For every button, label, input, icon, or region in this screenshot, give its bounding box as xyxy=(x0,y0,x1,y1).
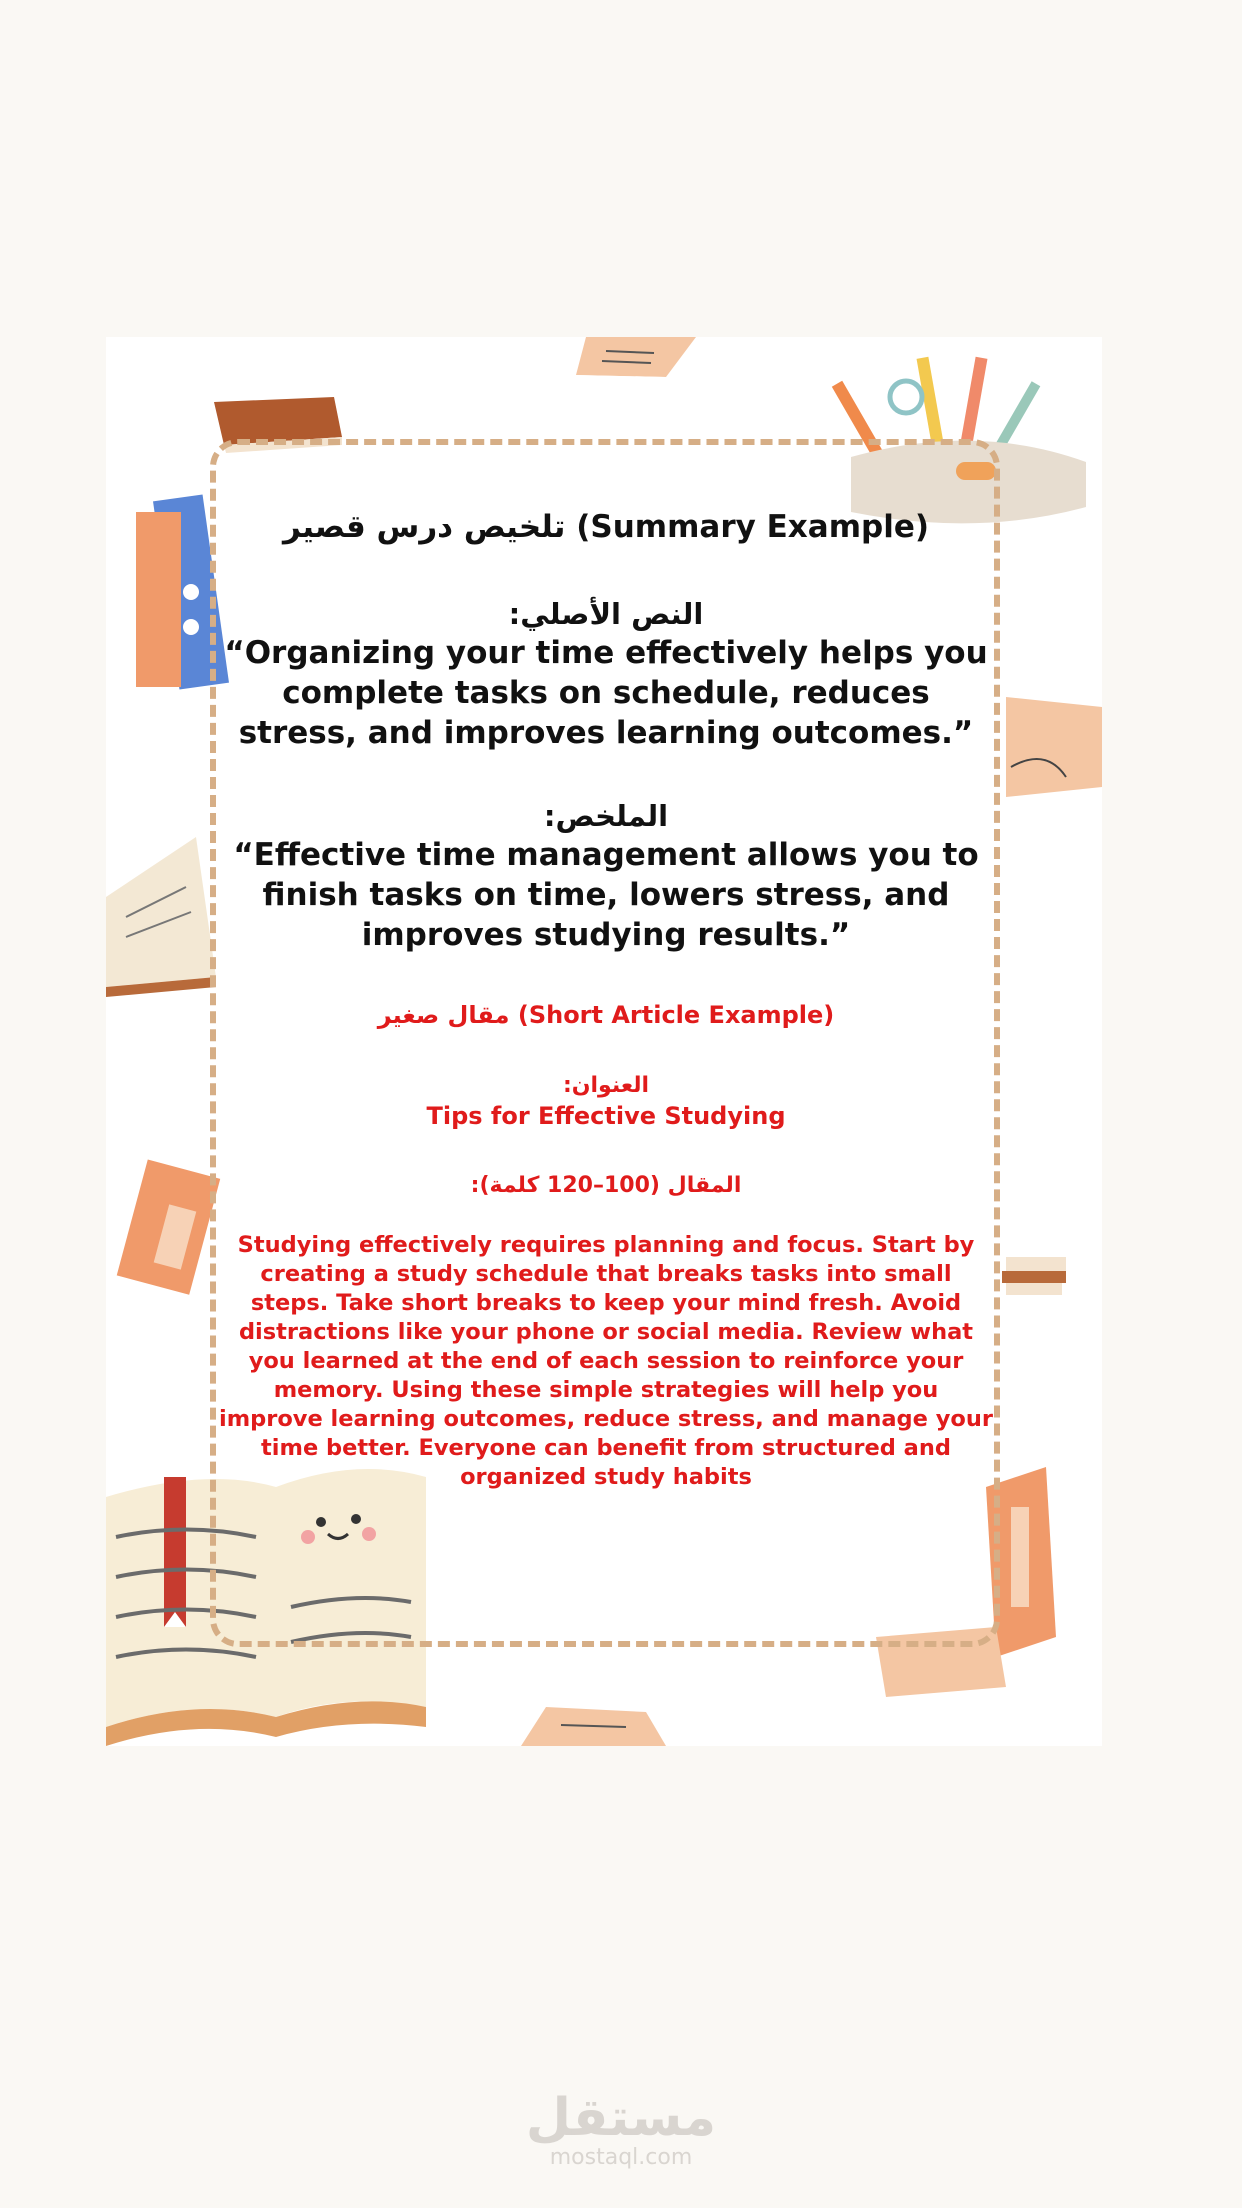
worksheet-card xyxy=(106,337,1102,1746)
article-heading: مقال صغير (Short Article Example) xyxy=(377,1001,835,1029)
article-word-count-label: المقال (100–120 كلمة): xyxy=(470,1173,742,1198)
original-text-label: النص الأصلي: xyxy=(508,597,704,631)
book-bottom-center-icon xyxy=(521,1707,666,1746)
open-book-left-icon xyxy=(106,837,216,997)
article-body: Studying effectively requires planning and focus. Start by creating a study schedule that breaks tasks into small steps. Take short breaks to keep your mind fresh. Avoid distractions like your phone or social media. Review what you learned at the end of each session to reinforce your memory. Using these simple strategies will help you improve learning outcomes, reduce stress, and manage your time better. Everyone can benefit from structured and organized study habits xyxy=(218,1232,993,1490)
article-title: Tips for Effective Studying xyxy=(426,1102,786,1130)
summary-text: “Effective time management allows you to finish tasks on time, lowers stress, and improves studying results.” xyxy=(233,837,979,953)
original-text: “Organizing your time effectively helps you complete tasks on schedule, reduces stress, and improves learning outcomes.” xyxy=(224,635,988,751)
book-right-icon xyxy=(1006,697,1102,797)
watermark-latin: mostaql.com xyxy=(549,2145,693,2170)
watermark-arabic: مستقل xyxy=(525,2088,717,2148)
worksheet-content xyxy=(218,507,994,1492)
article-title-label: العنوان: xyxy=(562,1073,650,1098)
notebook-left-icon xyxy=(117,1159,221,1294)
book-stack-right-icon xyxy=(1002,1257,1066,1295)
watermark xyxy=(0,2090,1242,2170)
summary-heading: تلخيص درس قصير (Summary Example) xyxy=(282,509,930,545)
book-top-icon xyxy=(576,337,696,385)
summary-label: الملخص: xyxy=(543,799,669,833)
